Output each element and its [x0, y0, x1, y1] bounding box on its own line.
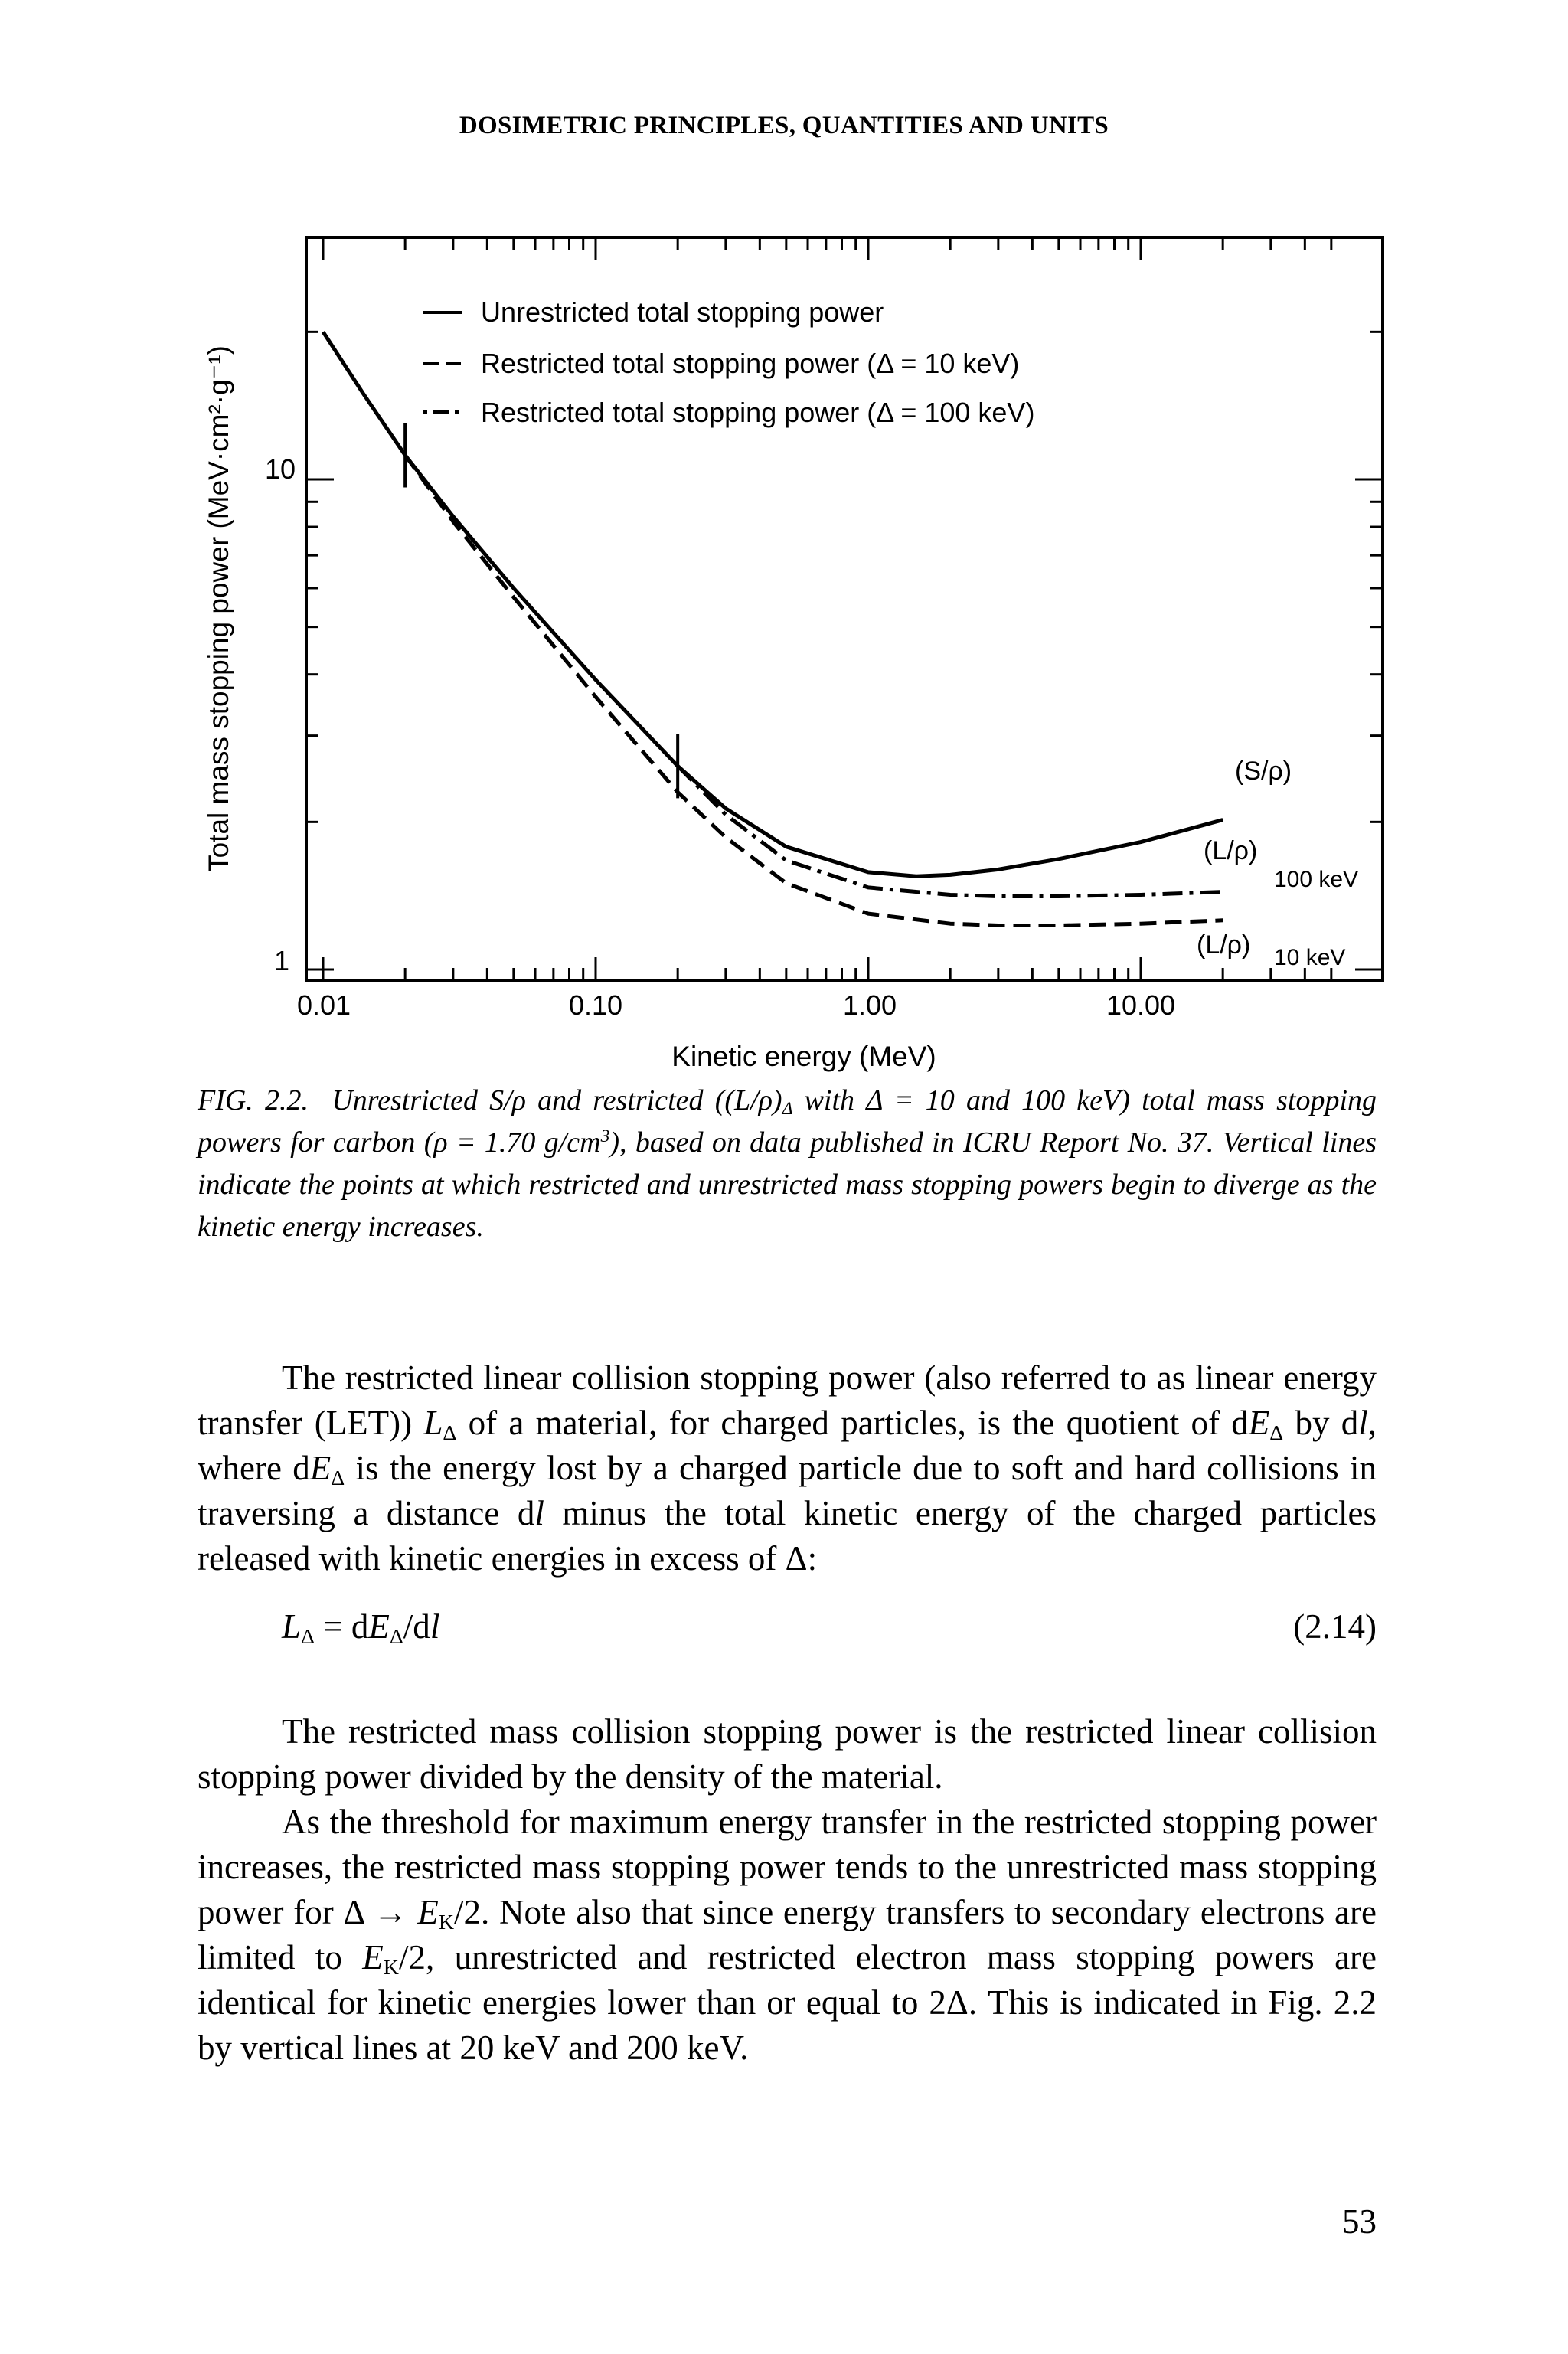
- caption-label: FIG. 2.2.: [198, 1084, 309, 1117]
- y-axis-label: Total mass stopping power (MeV·cm²·g⁻¹): [203, 345, 234, 872]
- annotations: [1197, 757, 1358, 970]
- legend: [423, 296, 1034, 428]
- legend-label-100kev: Restricted total stopping power (Δ = 100 keV): [481, 397, 1035, 428]
- annotation-l-rho-100: (L/ρ): [1204, 836, 1258, 865]
- annotation-s-rho: (S/ρ): [1235, 757, 1292, 786]
- y-tick-label: 1: [273, 945, 289, 976]
- annotation-100kev: 100 keV: [1274, 867, 1359, 892]
- annotation-10kev: 10 keV: [1274, 945, 1346, 970]
- figure-caption: FIG. 2.2. Unrestricted S/ρ and restricted ($(L/\rho)_\Delta$ with Δ = 10 and 100 keV) total mass stopping powers for carbon (ρ = 1.70 $g/cm^3$), based on data published in ICRU Report No. 37. Vertical lines indicate the points at which restricted and unrestricted mass stopping powers begin to diverge as the kinetic energy increases.: [198, 1084, 1377, 1243]
- equation-2-14: $L_\Delta = dE_\Delta/dl$ (2.14): [198, 1604, 1377, 1650]
- x-tick-label: 10.00: [1106, 989, 1176, 1021]
- page-number: 53: [1342, 2202, 1377, 2241]
- x-tick-label: 0.10: [568, 989, 623, 1021]
- stopping-power-figure: [0, 0, 1568, 1087]
- x-tick-label: 1.00: [842, 989, 897, 1021]
- paragraph-let-definition: The restricted linear collision stopping power (also referred to as linear energy transfer (LET)) $L_\Delta$ of a material, for charged particles, is the quotient of $dE_\Delta$ by dl, where $dE_\Delta$ is the energy lost by a charged particle due to soft and hard collisions in traversing a distance dl minus the total kinetic energy of the charged particles released with kinetic energies in excess of Δ:: [198, 1358, 1377, 1578]
- running-head: DOSIMETRIC PRINCIPLES, QUANTITIES AND UNITS: [459, 112, 1109, 139]
- x-tick-label: 0.01: [296, 989, 351, 1021]
- x-tick-labels: [297, 989, 1175, 1021]
- y-tick-labels: [265, 453, 296, 976]
- paragraph-mass-stopping: The restricted mass collision stopping power is the restricted linear collision stopping power divided by the density of the material. As the threshold for maximum energy transfer in the restricted stopping power increases, the restricted mass stopping power tends to the unrestricted mass stopping power for $\Delta \to E_K/2$. Note also that since energy transfers to secondary electrons are limited to $E_K/2$, unrestricted and restricted electron mass stopping powers are identical for kinetic energies lower than or equal to 2Δ. This is indicated in Fig. 2.2 by vertical lines at 20 keV and 200 keV.: [198, 1712, 1377, 2067]
- annotation-l-rho-10: (L/ρ): [1197, 930, 1251, 960]
- x-axis-label: Kinetic energy (MeV): [671, 1041, 936, 1072]
- legend-label-10kev: Restricted total stopping power (Δ = 10 keV): [481, 348, 1020, 379]
- equation-number: (2.14): [1293, 1607, 1377, 1646]
- legend-label-unrestricted: Unrestricted total stopping power: [481, 296, 884, 328]
- y-tick-label: 10: [264, 453, 296, 485]
